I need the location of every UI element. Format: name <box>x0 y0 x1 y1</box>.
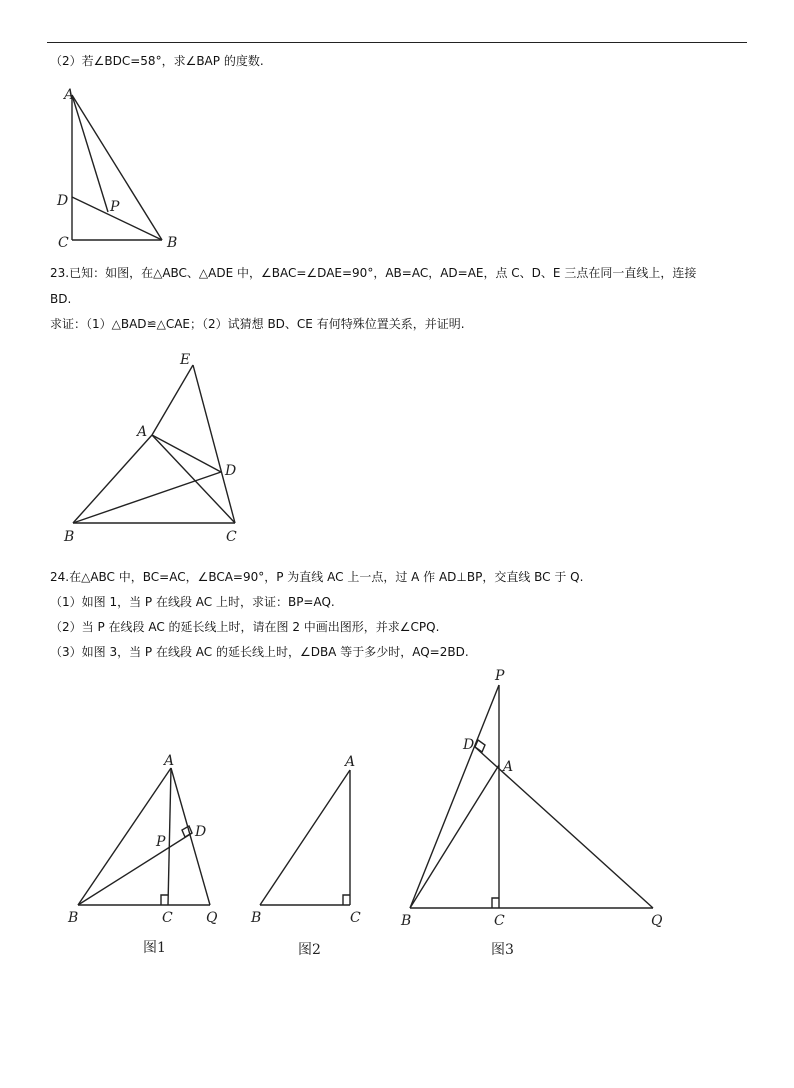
segment-AB <box>260 770 350 905</box>
point-label-q: Q <box>206 910 218 926</box>
point-label-d: D <box>195 824 207 840</box>
segment-AB <box>410 765 499 908</box>
q23-line3: 求证：（1）△BAD≌△CAE；（2）试猜想 BD、CE 有何特殊位置关系，并证明. <box>50 317 465 331</box>
right-angle-c <box>161 895 168 905</box>
point-label-b: B <box>68 910 79 926</box>
right-angle-c <box>343 895 350 905</box>
point-label-c: C <box>58 235 69 251</box>
q24-figure-1 <box>60 750 240 930</box>
q24-line1: 24.在△ABC 中，BC=AC，∠BCA=90°，P 为直线 AC 上一点，过 A 作 AD⊥BP，交直线 BC 于 Q. <box>50 570 584 584</box>
point-label-p: P <box>110 199 120 215</box>
q23-figure <box>58 350 258 550</box>
point-label-b: B <box>401 913 412 929</box>
point-label-p: P <box>495 668 505 684</box>
point-label-b: B <box>64 529 75 545</box>
segment-AP <box>72 95 108 212</box>
point-label-c: C <box>162 910 173 926</box>
point-label-b: B <box>167 235 178 251</box>
q24-figure-2 <box>245 750 375 930</box>
q24-line4: （3）如图 3，当 P 在线段 AC 的延长线上时，∠DBA 等于多少时，AQ=2BD. <box>50 645 469 659</box>
point-label-d: D <box>225 463 237 479</box>
segment-AC <box>168 768 171 905</box>
point-label-a: A <box>345 754 356 770</box>
segment-EC <box>193 365 235 523</box>
q22-part2-text: （2）若∠BDC=58°，求∠BAP 的度数. <box>50 54 264 68</box>
q23-line1: 23.已知：如图，在△ABC、△ADE 中，∠BAC=∠DAE=90°，AB=AC，AD=AE，点 C、D、E 三点在同一直线上，连接 <box>50 266 697 280</box>
point-label-a: A <box>503 759 514 775</box>
segment-EA <box>152 365 193 435</box>
point-label-d: D <box>463 737 475 753</box>
segment-AC <box>152 435 235 523</box>
point-label-a: A <box>64 87 75 103</box>
point-label-d: D <box>57 193 69 209</box>
point-label-a: A <box>164 753 175 769</box>
point-label-c: C <box>226 529 237 545</box>
figure-1-caption: 图1 <box>143 940 166 956</box>
segment-PB <box>410 685 499 908</box>
q23-line2: BD. <box>50 292 72 306</box>
point-label-p: P <box>156 834 166 850</box>
segment-DQ <box>475 747 653 908</box>
point-label-q: Q <box>651 913 663 929</box>
right-angle-c <box>492 898 499 908</box>
point-label-c: C <box>494 913 505 929</box>
q24-figure-3 <box>395 665 675 935</box>
right-angle-d <box>475 740 485 752</box>
q22-figure <box>50 85 190 255</box>
point-label-c: C <box>350 910 361 926</box>
header-rule <box>47 42 747 43</box>
point-label-b: B <box>251 910 262 926</box>
segment-BD <box>78 833 192 905</box>
figure-2-caption: 图2 <box>298 942 321 958</box>
point-label-a: A <box>137 424 148 440</box>
q24-line2: （1）如图 1，当 P 在线段 AC 上时，求证：BP=AQ. <box>50 595 335 609</box>
figure-3-caption: 图3 <box>491 942 514 958</box>
segment-AD <box>152 435 221 472</box>
point-label-e: E <box>180 352 191 368</box>
q24-line3: （2）当 P 在线段 AC 的延长线上时，请在图 2 中画出图形，并求∠CPQ. <box>50 620 440 634</box>
